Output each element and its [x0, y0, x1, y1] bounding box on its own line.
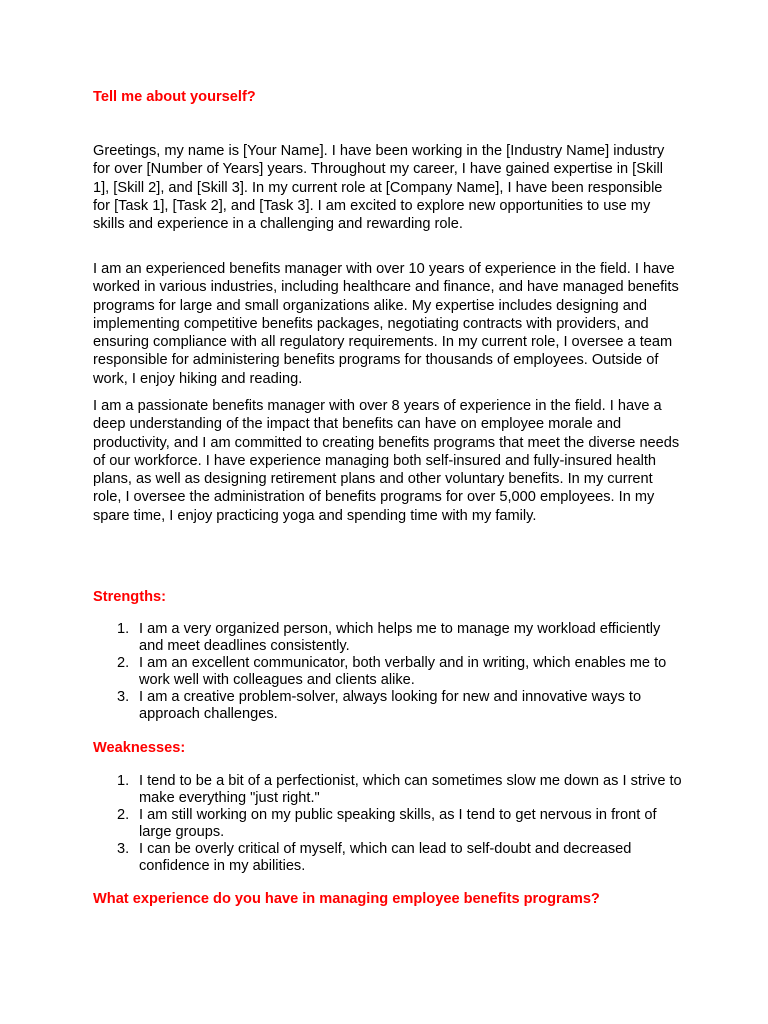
list-item-number: 2. [117, 807, 130, 823]
answer-paragraph-2: I am an experienced benefits manager with over 10 years of experience in the field. I have worked in various industries, including healthcare and finance, and have managed benefits programs for large and small organizations alike. My expertise includes designing and implementing competitive benefits packages, negotiating contracts with providers, and ensuring compliance with all regulatory requirements. In my current role, I oversee a team responsible for administering benefits programs for thousands of employees. Outside of work, I enjoy hiking and reading. [93, 261, 679, 387]
weaknesses-heading: Weaknesses: [93, 740, 186, 756]
question-heading-tell-me-about-yourself: Tell me about yourself? [93, 89, 256, 105]
list-item [93, 807, 683, 841]
list-item-text: I tend to be a bit of a perfectionist, which can sometimes slow me down as I strive to make everything "just right." [139, 773, 682, 806]
list-item-number: 3. [117, 689, 130, 705]
list-item [93, 621, 683, 655]
list-item-text: I am a very organized person, which helps me to manage my workload efficiently and meet deadlines consistently. [139, 621, 661, 654]
answer-paragraph-1: Greetings, my name is [Your Name]. I have been working in the [Industry Name] industry for over [Number of Years] years. Throughout my career, I have gained expertise in [Skill 1], [Skill 2], and [Skill 3]. In my current role at [Company Name], I have been responsible for [Task 1], [Task 2], and [Task 3]. I am excited to explore new opportunities to use my skills and experience in a challenging and rewarding role. [93, 143, 665, 233]
list-item-text: I can be overly critical of myself, which can lead to self-doubt and decreased confidence in my abilities. [139, 841, 632, 874]
strengths-list [93, 621, 683, 723]
list-item [93, 689, 683, 723]
list-item [93, 773, 683, 807]
list-item-text: I am an excellent communicator, both verbally and in writing, which enables me to work well with colleagues and clients alike. [139, 655, 667, 688]
list-item-number: 1. [117, 621, 130, 637]
list-item [93, 841, 683, 875]
list-item-number: 1. [117, 773, 130, 789]
question-heading-benefits-experience: What experience do you have in managing employee benefits programs? [93, 891, 600, 907]
strengths-heading: Strengths: [93, 589, 166, 605]
list-item-number: 2. [117, 655, 130, 671]
list-item-number: 3. [117, 841, 130, 857]
list-item [93, 655, 683, 689]
list-item-text: I am a creative problem-solver, always looking for new and innovative ways to approach challenges. [139, 689, 642, 722]
list-item-text: I am still working on my public speaking skills, as I tend to get nervous in front of large groups. [139, 807, 657, 840]
answer-paragraph-3: I am a passionate benefits manager with over 8 years of experience in the field. I have a deep understanding of the impact that benefits can have on employee morale and productivity, and I am committed to creating benefits programs that meet the diverse needs of our workforce. I have experience managing both self-insured and fully-insured health plans, as well as designing retirement plans and other voluntary benefits. In my current role, I oversee the administration of benefits programs for over 5,000 employees. In my spare time, I enjoy practicing yoga and spending time with my family. [93, 398, 680, 524]
weaknesses-list [93, 773, 683, 875]
